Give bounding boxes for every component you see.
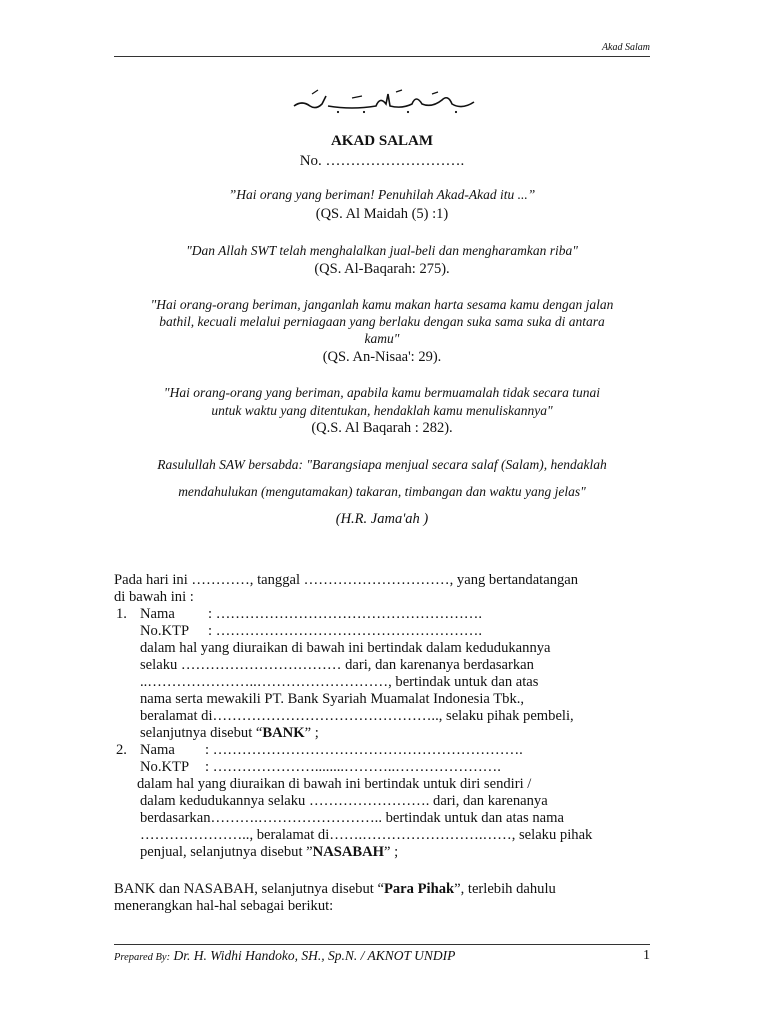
basmalah-calligraphy bbox=[292, 86, 476, 116]
hadith-reference: (H.R. Jama'ah ) bbox=[335, 511, 429, 527]
hadith-text: Rasulullah SAW bersabda: "Barangsiapa menjual secara salaf (Salam), hendaklah bbox=[157, 457, 607, 472]
party-text-line: ..…………………..………………………, bertindak untuk dan atas bbox=[140, 674, 539, 690]
opening-line: Pada hari ini …………, tanggal …………………………, yang bertandatangan bbox=[114, 572, 579, 588]
party-designation: penjual, selanjutnya disebut ”NASABAH” ; bbox=[140, 844, 399, 860]
field-value: : ………………………………………………………. bbox=[205, 742, 523, 758]
quote-reference: (QS. Al Maidah (5) :1) bbox=[315, 206, 449, 222]
document-title: AKAD SALAM bbox=[330, 133, 434, 149]
header-rule bbox=[114, 56, 650, 57]
party-text-line: nama serta mewakili PT. Bank Syariah Muamalat Indonesia Tbk., bbox=[140, 691, 525, 707]
author-line: Dr. H. Widhi Handoko, SH., Sp.N. / AKNOT UNDIP bbox=[170, 948, 456, 963]
quote-text: "Hai orang-orang beriman, janganlah kamu makan harta sesama kamu dengan jalan bbox=[150, 297, 614, 312]
field-label: Nama bbox=[140, 606, 175, 622]
quote-text: untuk waktu yang ditentukan, hendaklah kamu menuliskannya" bbox=[211, 403, 553, 418]
para-pihak-term: Para Pihak bbox=[383, 881, 455, 897]
prepared-label: Prepared By: bbox=[114, 952, 171, 963]
quote-text: kamu" bbox=[364, 331, 400, 346]
field-label: Nama bbox=[140, 742, 175, 758]
party-number: 2. bbox=[116, 742, 127, 758]
hadith-text: mendahulukan (mengutamakan) takaran, timbangan dan waktu yang jelas" bbox=[178, 484, 586, 499]
closing-line: BANK dan NASABAH, selanjutnya disebut “Para Pihak”, terlebih dahulu bbox=[114, 881, 556, 897]
footer-rule bbox=[114, 944, 650, 945]
opening-line: di bawah ini : bbox=[114, 589, 194, 605]
bank-term: BANK bbox=[262, 725, 305, 741]
closing-line: menerangkan hal-hal sebagai berikut: bbox=[114, 898, 334, 914]
party-text-line: berdasarkan……….…………………….. bertindak untuk dan atas nama bbox=[140, 810, 564, 826]
quote-text: "Hai orang-orang yang beriman, apabila kamu bermuamalah tidak secara tunai bbox=[163, 385, 601, 400]
party-designation: selanjutnya disebut “BANK” ; bbox=[140, 725, 319, 741]
party-text-line: dalam hal yang diuraikan di bawah ini bertindak dalam kedudukannya bbox=[140, 640, 551, 656]
party-text-line: dalam hal yang diuraikan di bawah ini bertindak untuk diri sendiri / bbox=[137, 776, 532, 792]
quote-reference: (QS. Al-Baqarah: 275). bbox=[314, 261, 450, 277]
footer-credit bbox=[114, 948, 455, 964]
quote-reference: (QS. An-Nisaa': 29). bbox=[322, 349, 442, 365]
party-number: 1. bbox=[116, 606, 127, 622]
running-header: Akad Salam bbox=[601, 42, 650, 53]
nasabah-term: NASABAH bbox=[312, 844, 385, 860]
field-value: : ………………………………………………. bbox=[208, 623, 483, 639]
field-label: No.KTP bbox=[140, 759, 190, 775]
field-value: : ………………………………………………. bbox=[208, 606, 483, 622]
quote-text: "Dan Allah SWT telah menghalalkan jual-beli dan mengharamkan riba" bbox=[186, 243, 578, 258]
document-number: No. ………………………. bbox=[299, 153, 465, 169]
party-text-line: ………………….., beralamat di…….…………………….……, selaku pihak bbox=[140, 827, 593, 843]
field-value: : …………………........………..…………………. bbox=[205, 759, 501, 775]
quote-text: bathil, kecuali melalui perniagaan yang berlaku dengan suka sama suka di antara bbox=[159, 314, 605, 329]
field-label: No.KTP bbox=[140, 623, 190, 639]
party-text-line: selaku …………………………… dari, dan karenanya berdasarkan bbox=[140, 657, 534, 673]
page-number: 1 bbox=[643, 948, 650, 963]
quote-text: ”Hai orang yang beriman! Penuhilah Akad-Akad itu ...” bbox=[228, 187, 536, 202]
party-text-line: beralamat di……………………………………….., selaku pihak pembeli, bbox=[140, 708, 574, 724]
party-text-line: dalam kedudukannya selaku ……………………. dari, dan karenanya bbox=[140, 793, 548, 809]
quote-reference: (Q.S. Al Baqarah : 282). bbox=[311, 420, 453, 436]
